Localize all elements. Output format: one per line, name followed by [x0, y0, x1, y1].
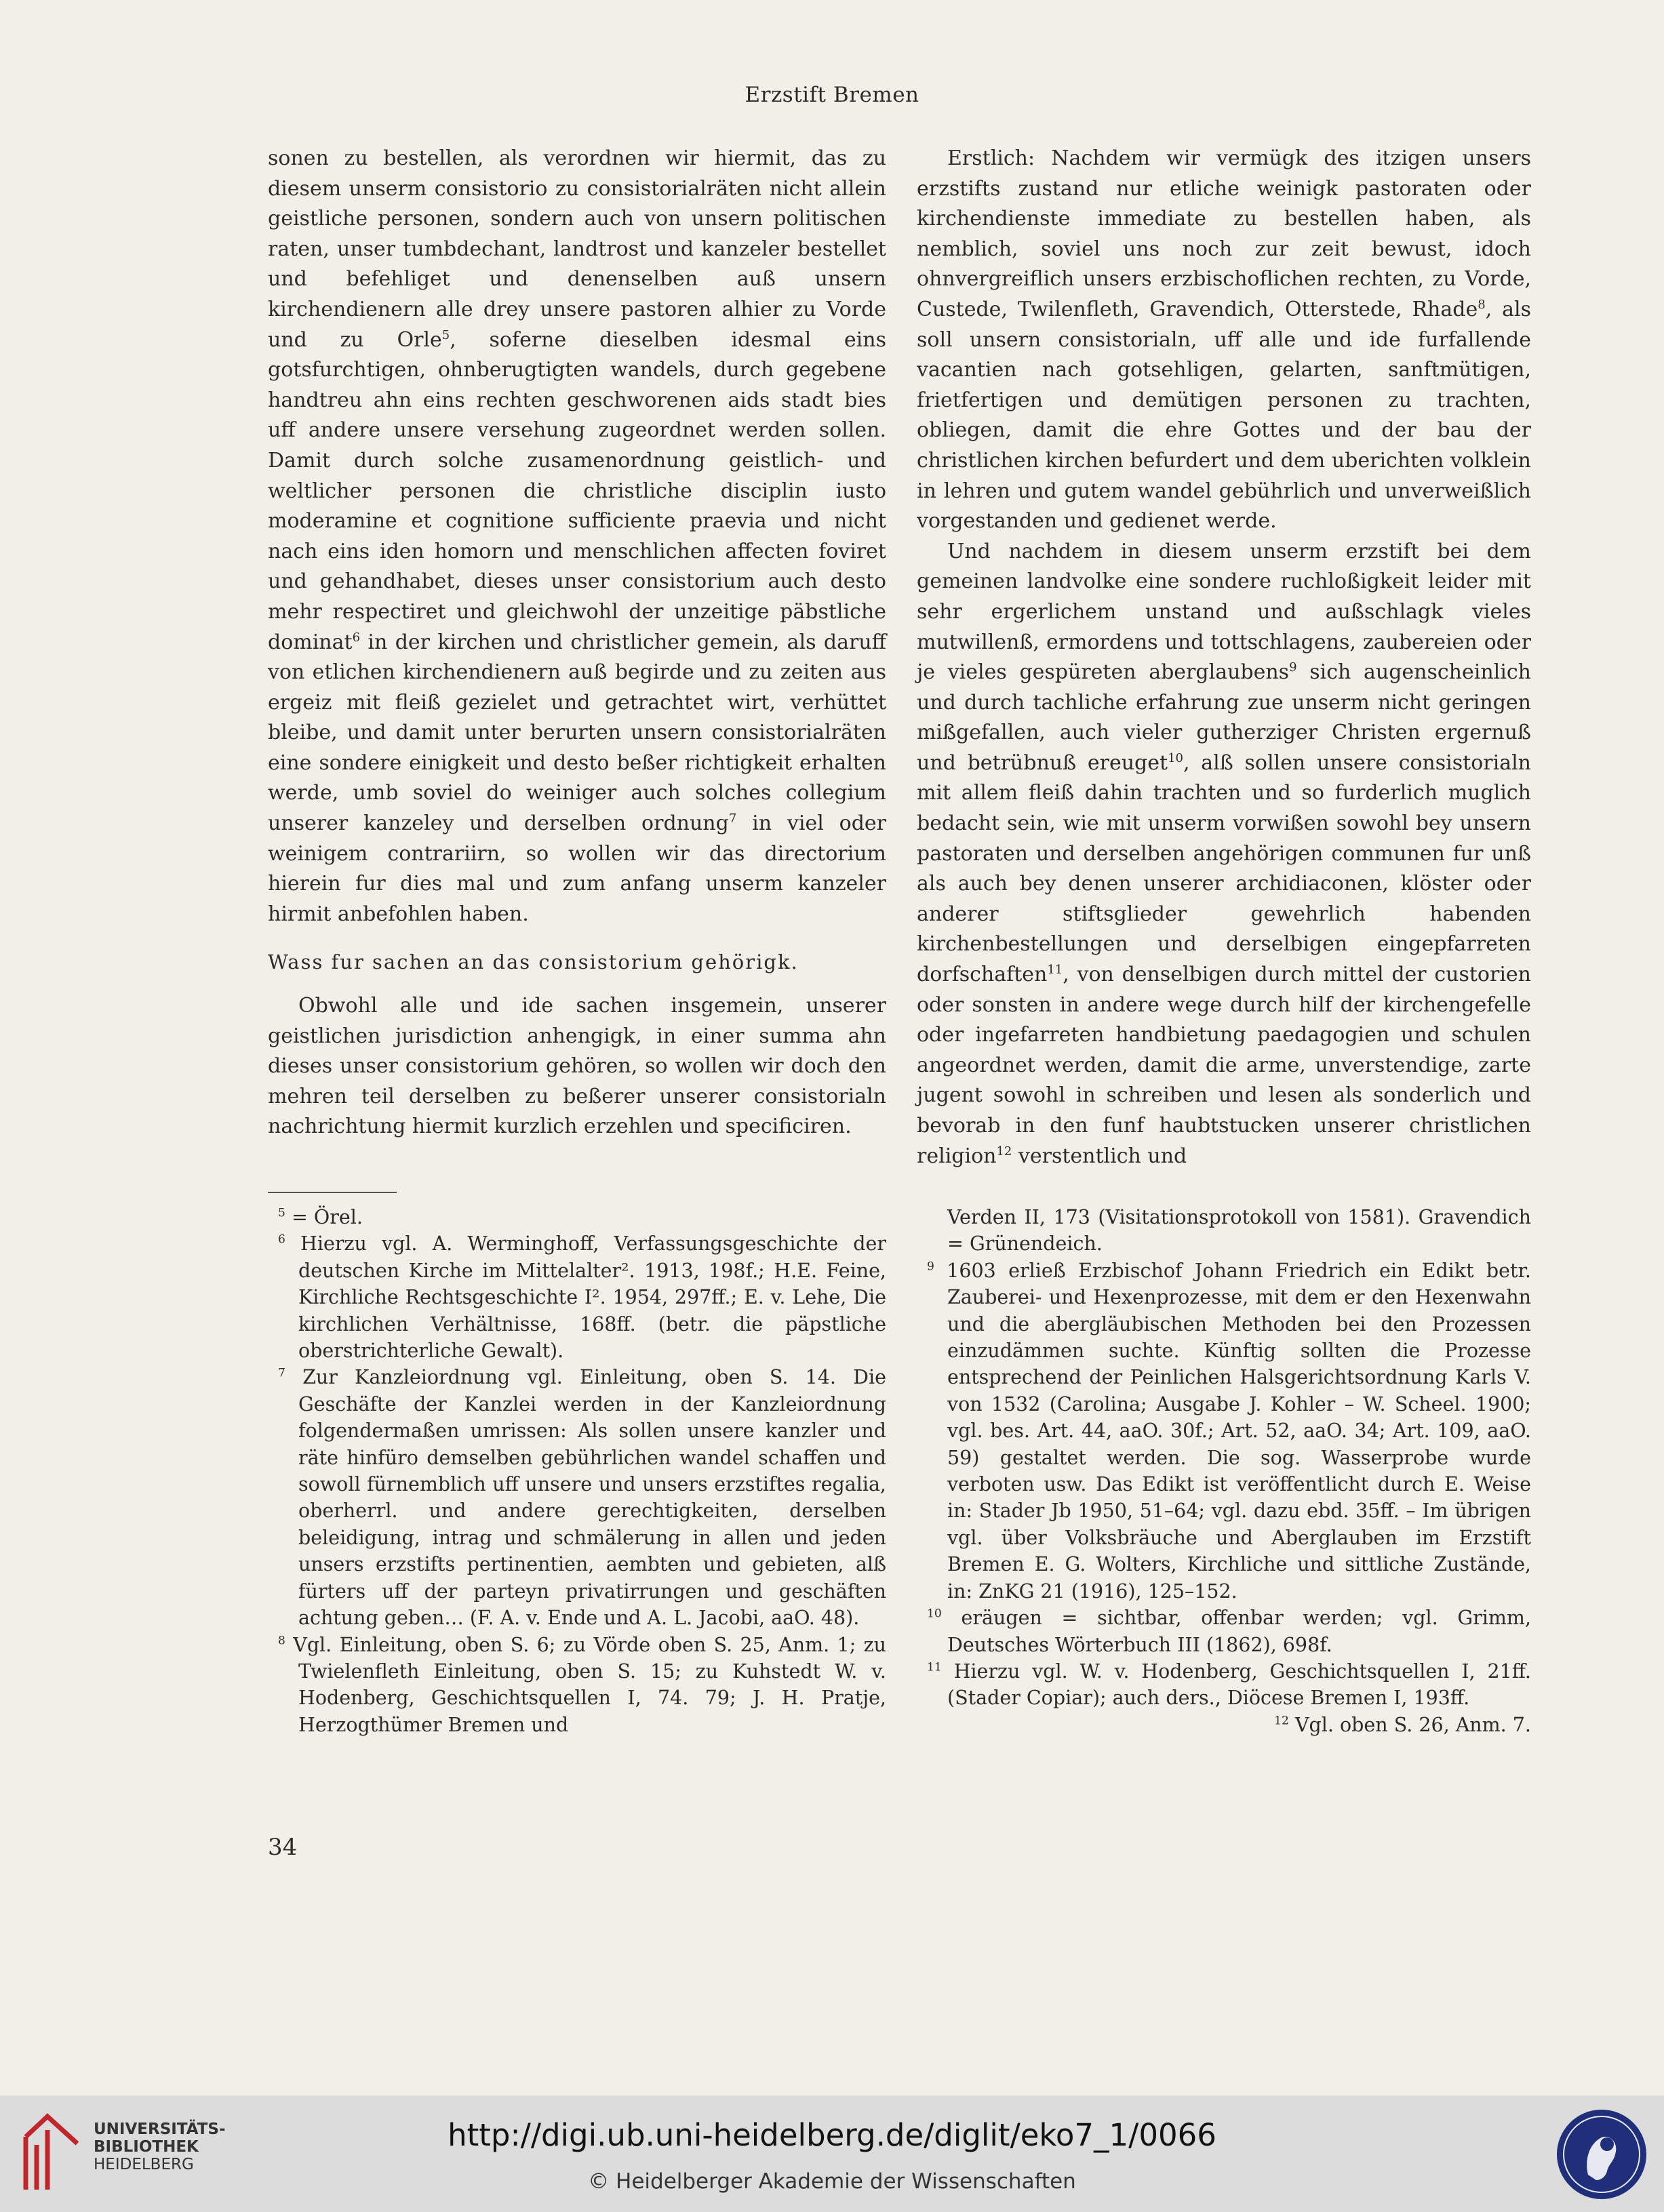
footnote-ref[interactable]: 12	[996, 1144, 1012, 1159]
footnote-ref[interactable]: 8	[1478, 297, 1486, 312]
footnote: $^6$ Hierzu vgl. A. Werminghoff, Verfassungsgeschichte der deutschen Kirche im Mittelalter². 1913, 198f.; H.E. Feine, Kirchliche Rechtsgeschichte I². 1954, 297ff.; E. v. Lehe, Die kirchlichen Verhältnisse, 168ff. (betr. die päpstliche oberstrichterliche Gewalt).	[278, 1232, 886, 1363]
footnotes-left-column	[268, 1204, 886, 1738]
footnote: $^{11}$ Hierzu vgl. W. v. Hodenberg, Geschichtsquellen I, 21ff. (Stader Copiar); auch ders., Diöcese Bremen I, 193ff. $^{12}$ Vgl. oben S. 26, Anm. 7.	[917, 1658, 1531, 1712]
footnote: $^8$ Vgl. Einleitung, oben S. 6; zu Vörde oben S. 25, Anm. 1; zu Twielenfleth Einleitung, oben S. 15; zu Kuhstedt W. v. Hodenberg, Geschichtsquellen I, 74. 79; J. H. Pratje, Herzogthümer Bremen und	[278, 1633, 886, 1736]
footnote-separator	[268, 1192, 397, 1193]
running-header: Erzstift Bremen	[745, 83, 919, 107]
page-number: 34	[268, 1834, 298, 1861]
footnote-ref[interactable]: 9	[1289, 660, 1297, 675]
permalink-url[interactable]: http://digi.ub.uni-heidelberg.de/diglit/eko7_1/0066	[448, 2117, 1216, 2153]
footnote-ref[interactable]: 5	[441, 327, 450, 342]
footnote-ref[interactable]: 11	[1047, 963, 1063, 978]
footnote-12: $^{12}$ Vgl. oben S. 26, Anm. 7.	[1274, 1713, 1531, 1736]
main-text-right-column	[917, 144, 1531, 1171]
body-paragraph: Erstlich: Nachdem wir vermügk des itzigen unsers erzstifts zustand nur etliche weinigk pastoraten oder kirchendienste immediate zu bestellen haben, als nemblich, soviel uns noch zur zeit bewust, idoch ohnvergreiflich unsers erzbischoflichen rechten, zu Vorde, Custede, Twilenfleth, Gravendich, Otterstede, Rhade$^8$, als soll unsern consistorialn, uff alle und ide furfallende vacantien nach gotsehligen, gelarten, sanftmütigen, frietfertigen und demütigen personen zu trachten, obliegen, damit die ehre Gottes und der bau der christlichen kirchen befurdert und dem uberichten volklein in lehren und gutem wandel gebührlich und unverweißlich vorgestanden und gedienet werde.	[917, 146, 1532, 534]
footnote: $^7$ Zur Kanzleiordnung vgl. Einleitung, oben S. 14. Die Geschäfte der Kanzlei werden in der Kanzleiordnung folgendermaßen umrissen: Als sollen unsere kanzler und räte hinfüro demselben gebührlichen wandel schaffen und sowoll fürnemblich uff unsere und unsers erzstiftes regalia, oberherrl. und andere gerechtigkeiten, derselben beleidigung, intrag und schmälerung in allen und jeden unsers erzstifts pertinentien, aembten und gebieten, alß fürters uff der parteyn privatirrungen und geschäften achtung geben… (F. A. v. Ende und A. L. Jacobi, aaO. 48).	[278, 1366, 886, 1630]
body-paragraph: sonen zu bestellen, als verordnen wir hiermit, das zu diesem unserm consistorio zu consistorialräten nicht allein geistliche personen, sondern auch von unsern politischen raten, unser tumbdechant, landtrost und kanzeler bestellet und befehliget und denenselben auß unsern kirchendienern alle drey unsere pastoren alhier zu Vorde und zu Orle$^5$, soferne dieselben idesmal eins gotsfurchtigen, ohnberugtigten wandels, durch gegebene handtreu ahn eins rechten geschworenen aids stadt bies uff andere unsere versehung zugeordnet werden sollen. Damit durch solche zusamenordnung geistlich- und weltlicher personen die christliche disciplin iusto moderamine et cognitione sufficiente praevia und nicht nach eins iden homorn und menschlichen affecten foviret und gehandhabet, dieses unser consistorium auch desto mehr respectiret und gleichwohl der unzeitige päbstliche dominat$^6$ in der kirchen und christlicher gemein, als daruff von etlichen kirchendienern auß begirde und zu zeiten aus ergeiz mit fleiß gezielet und getrachtet wirt, verhüttet bleibe, und damit unter berurten unsern consistorialräten eine sondere einigkeit und desto beßer richtigkeit erhalten werde, umb soviel do weiniger auch solches collegium unserer kanzeley und derselben ordnung$^7$ in viel oder weinigem contrariirn, so wollen wir das directorium hierein fur dies mal und zum anfang unserm kanzeler hirmit anbefohlen haben.	[268, 146, 887, 926]
body-paragraph: Und nachdem in diesem unserm erzstift bei dem gemeinen landvolke eine sondere ruchloßigkeit leider mit sehr ergerlichem unstand und außschlagk vieles mutwillenß, ermordens und tottschlagens, zaubereien oder je vieles gespüreten aberglaubens$^9$ sich augenscheinlich und durch tachliche erfahrung zue unserm nicht geringen mißgefallen, auch vieler gutherziger Christen ergernuß und betrübnuß ereuget$^{10}$, alß sollen unsere consistorialn mit allem fleiß dahin trachten und so furderlich muglich bedacht sein, wie mit unserm vorwißen sowohl bey unsern pastoraten und derselben angehörigen communen fur unß als auch bey denen unserer archidiaconen, klöster oder anderer stiftsglieder gewehrlich habenden kirchenbestellungen und derselbigen eingepfarreten dorfschaften$^{11}$, von denselbigen durch mittel der custorien oder sonsten in andere wege durch hilf der kirchengefelle oder ingefarreten handbietung paedagogien und schulen angeordnet werden, damit die arme, unverstendige, zarte jugent sowohl in schreiben und lesen als sonderlich und bevorab in den funf haubtstucken unserer christlichen religion$^{12}$ verstentlich und	[917, 539, 1531, 1168]
footnote: $^9$ 1603 erließ Erzbischof Johann Friedrich ein Edikt betr. Zauberei- und Hexenprozesse, mit dem er den Hexenwahn und die abergläubischen Methoden bei den Prozessen einzudämmen suchte. Künftig sollten die Prozesse entsprechend der Peinlichen Halsgerichtsordnung Karls V. von 1532 (Carolina; Ausgabe J. Kohler – W. Scheel. 1900; vgl. bes. Art. 44, aaO. 30f.; Art. 52, aaO. 34; Art. 109, aaO. 59) gestaltet werden. Die sog. Wasserprobe wurde verboten usw. Das Edikt ist veröffentlicht durch E. Weise in: Stader Jb 1950, 51–64; vgl. dazu ebd. 35ff. – Im übrigen vgl. über Volksbräuche und Aberglauben im Erzstift Bremen E. G. Wolters, Kirchliche und sittliche Zustände, in: ZnKG 21 (1916), 125–152.	[927, 1259, 1531, 1603]
academy-seal-icon	[1554, 2107, 1649, 2202]
body-paragraph: Obwohl alle und ide sachen insgemein, unserer geistlichen jurisdiction anhengigk, in einer summa ahn dieses unser consistorium gehören, so wollen wir doch den mehren teil derselben zu beßerer unserer consistorialn nachrichtung hiermit kurzlich erzehlen und specificiren.	[268, 994, 886, 1139]
footnote-ref[interactable]: 6	[352, 630, 361, 645]
section-heading: Wass fur sachen an das consistorium gehörigk.	[268, 950, 799, 974]
main-text-left-column	[268, 144, 886, 1142]
footnote-ref[interactable]: 7	[728, 811, 737, 826]
footnote-ref[interactable]: 10	[1168, 750, 1183, 765]
footnotes-right-column	[917, 1204, 1531, 1738]
footnote: $^5$ = Örel.	[278, 1206, 363, 1228]
viewer-footer-bar	[0, 2095, 1664, 2212]
footnote: $^{10}$ eräugen = sichtbar, offenbar werden; vgl. Grimm, Deutsches Wörterbuch III (1862), 698f.	[927, 1607, 1531, 1656]
institution-name: UNIVERSITÄTS- BIBLIOTHEK HEIDELBERG	[94, 2120, 226, 2173]
footnote-continuation: Verden II, 173 (Visitationsprotokoll von 1581). Gravendich = Grünendeich.	[947, 1206, 1531, 1255]
copyright-notice: © Heidelberger Akademie der Wissenschaften	[588, 2169, 1076, 2194]
